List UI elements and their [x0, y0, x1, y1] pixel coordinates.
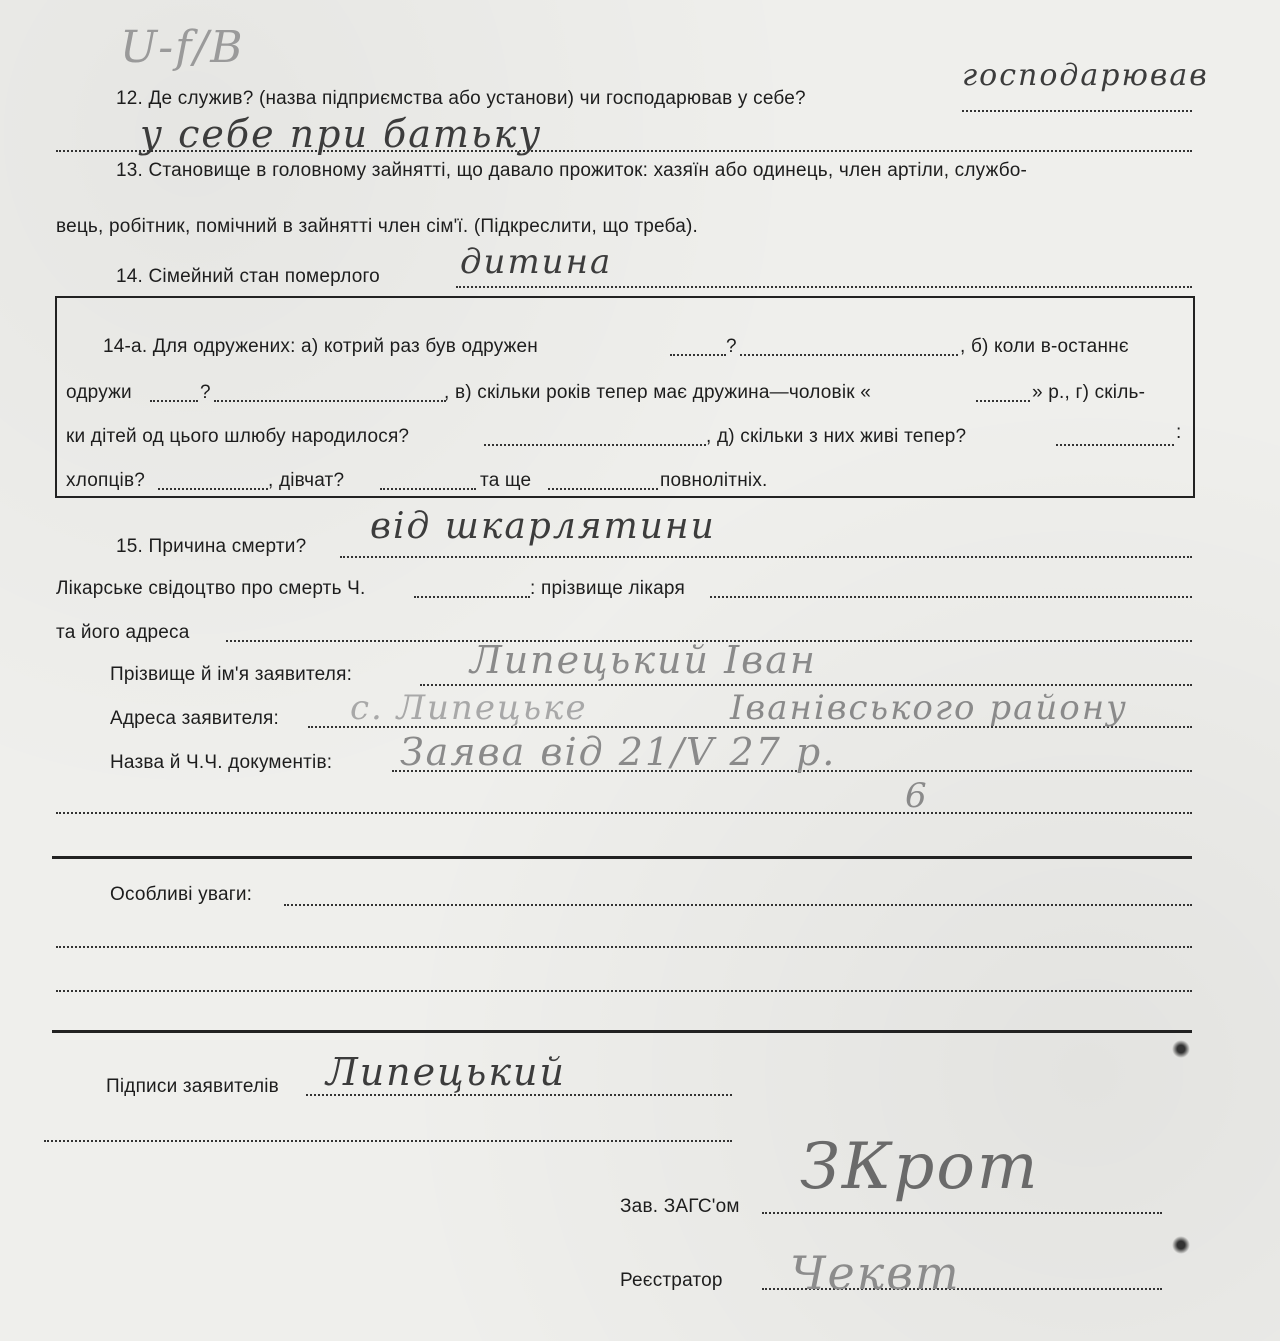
registrar-label: Реєстратор [620, 1270, 723, 1291]
ink-blot [1172, 1236, 1190, 1254]
section-divider-1 [52, 856, 1192, 859]
registry-head-signature: ЗКрот [800, 1130, 1040, 1204]
applicant-address-label: Адреса заявителя: [110, 708, 279, 729]
q14a-line4-c: та ще [480, 470, 532, 491]
applicant-docs-value-tail: 6 [905, 776, 929, 816]
applicant-address-value-2: Іванівського району [730, 688, 1128, 728]
q14a-line1-b: , б) коли в-останнє [960, 336, 1129, 357]
applicants-signature: Липецький [326, 1050, 566, 1094]
q14a-line2-b: , в) скільки років тепер має дружина—чоловік « [444, 382, 872, 403]
q14-label: 14. Сімейний стан померлого [116, 266, 380, 287]
q14a-fill-1a [670, 354, 726, 356]
q14a-fill-1b [740, 354, 958, 356]
q14-answer: дитина [460, 242, 613, 282]
applicants-signature-line [306, 1094, 732, 1096]
applicant-docs-line-2 [56, 812, 1192, 814]
q14a-line3-b: , д) скільки з них живі тепер? [706, 426, 967, 447]
doctor-certificate-label: Лікарське свідоцтво про смерть Ч. [56, 578, 366, 599]
remarks-line-1 [284, 904, 1192, 906]
registry-head-label: Зав. ЗАГС'ом [620, 1196, 740, 1217]
q12-line1 [962, 110, 1192, 112]
doctor-name-line [710, 596, 1192, 598]
doctor-address-label: та його адреса [56, 622, 190, 643]
q14a-line1-a: 14-а. Для одружених: а) котрий раз був одружен [103, 336, 538, 357]
q14a-fill-3a [484, 444, 706, 446]
corner-handwritten-mark: U-f/B [120, 22, 245, 73]
applicant-name-label: Прізвище й ім'я заявителя: [110, 664, 353, 685]
applicant-docs-value: Заява від 21/V 27 р. [400, 730, 837, 774]
doctor-name-label: : прізвище лікаря [530, 578, 685, 599]
remarks-line-3 [56, 990, 1192, 992]
registry-head-line [762, 1212, 1162, 1214]
ink-blot [1172, 1040, 1190, 1058]
q12-line2 [56, 150, 1192, 152]
q14a-fill-3b [1056, 444, 1174, 446]
applicant-name-value: Липецький Іван [470, 638, 817, 682]
q14a-fill-4c [548, 488, 658, 490]
q12-label: 12. Де служив? (назва підприємства або установи) чи господарював у себе? [116, 88, 806, 109]
q14a-line1-q: ? [726, 336, 737, 357]
q14a-line4-a: хлопців? [66, 470, 146, 491]
q14a-line4-d: повнолітніх. [660, 470, 768, 491]
remarks-line-2 [56, 946, 1192, 948]
q14a-fill-2c [976, 400, 1030, 402]
q14a-line3-a: ки дітей од цього шлюбу народилося? [66, 426, 410, 447]
q15-line [340, 556, 1192, 558]
q13-line1: 13. Становище в головному зайнятті, що давало прожиток: хазяїн або одинець, член артіли, службо- [116, 160, 1028, 181]
applicants-signature-label: Підписи заявителів [106, 1076, 279, 1097]
registrar-signature: Чеквт [790, 1246, 961, 1300]
applicant-docs-label: Назва й Ч.Ч. документів: [110, 752, 333, 773]
q12-answer-2: у себе при батьку [140, 112, 543, 156]
applicant-name-line [420, 684, 1192, 686]
section-divider-2 [52, 1030, 1192, 1033]
q14a-fill-4b [380, 488, 476, 490]
q15-answer: від шкарлятини [370, 506, 716, 547]
q13-line2: вець, робітник, помічний в зайнятті член сім'ї. (Підкреслити, що треба). [56, 216, 698, 237]
q14a-fill-2a [150, 400, 198, 402]
q14a-fill-2b [214, 400, 446, 402]
q14a-line2-c: » р., г) скіль- [1032, 382, 1146, 403]
q14a-line2-a: одружи [66, 382, 132, 403]
q15-label: 15. Причина смерти? [116, 536, 307, 557]
q14a-line4-b: , дівчат? [268, 470, 345, 491]
q14-line [456, 286, 1192, 288]
applicants-signature-line-2 [44, 1140, 732, 1142]
remarks-label: Особливі уваги: [110, 884, 253, 905]
q14a-fill-4a [158, 488, 268, 490]
q14a-line2-q: ? [200, 382, 211, 403]
q12-answer-1: господарював [962, 58, 1209, 93]
doctor-certificate-line [414, 596, 530, 598]
applicant-address-value-1: с. Липецьке [350, 688, 588, 728]
q14a-line3-c: : [1176, 422, 1182, 443]
